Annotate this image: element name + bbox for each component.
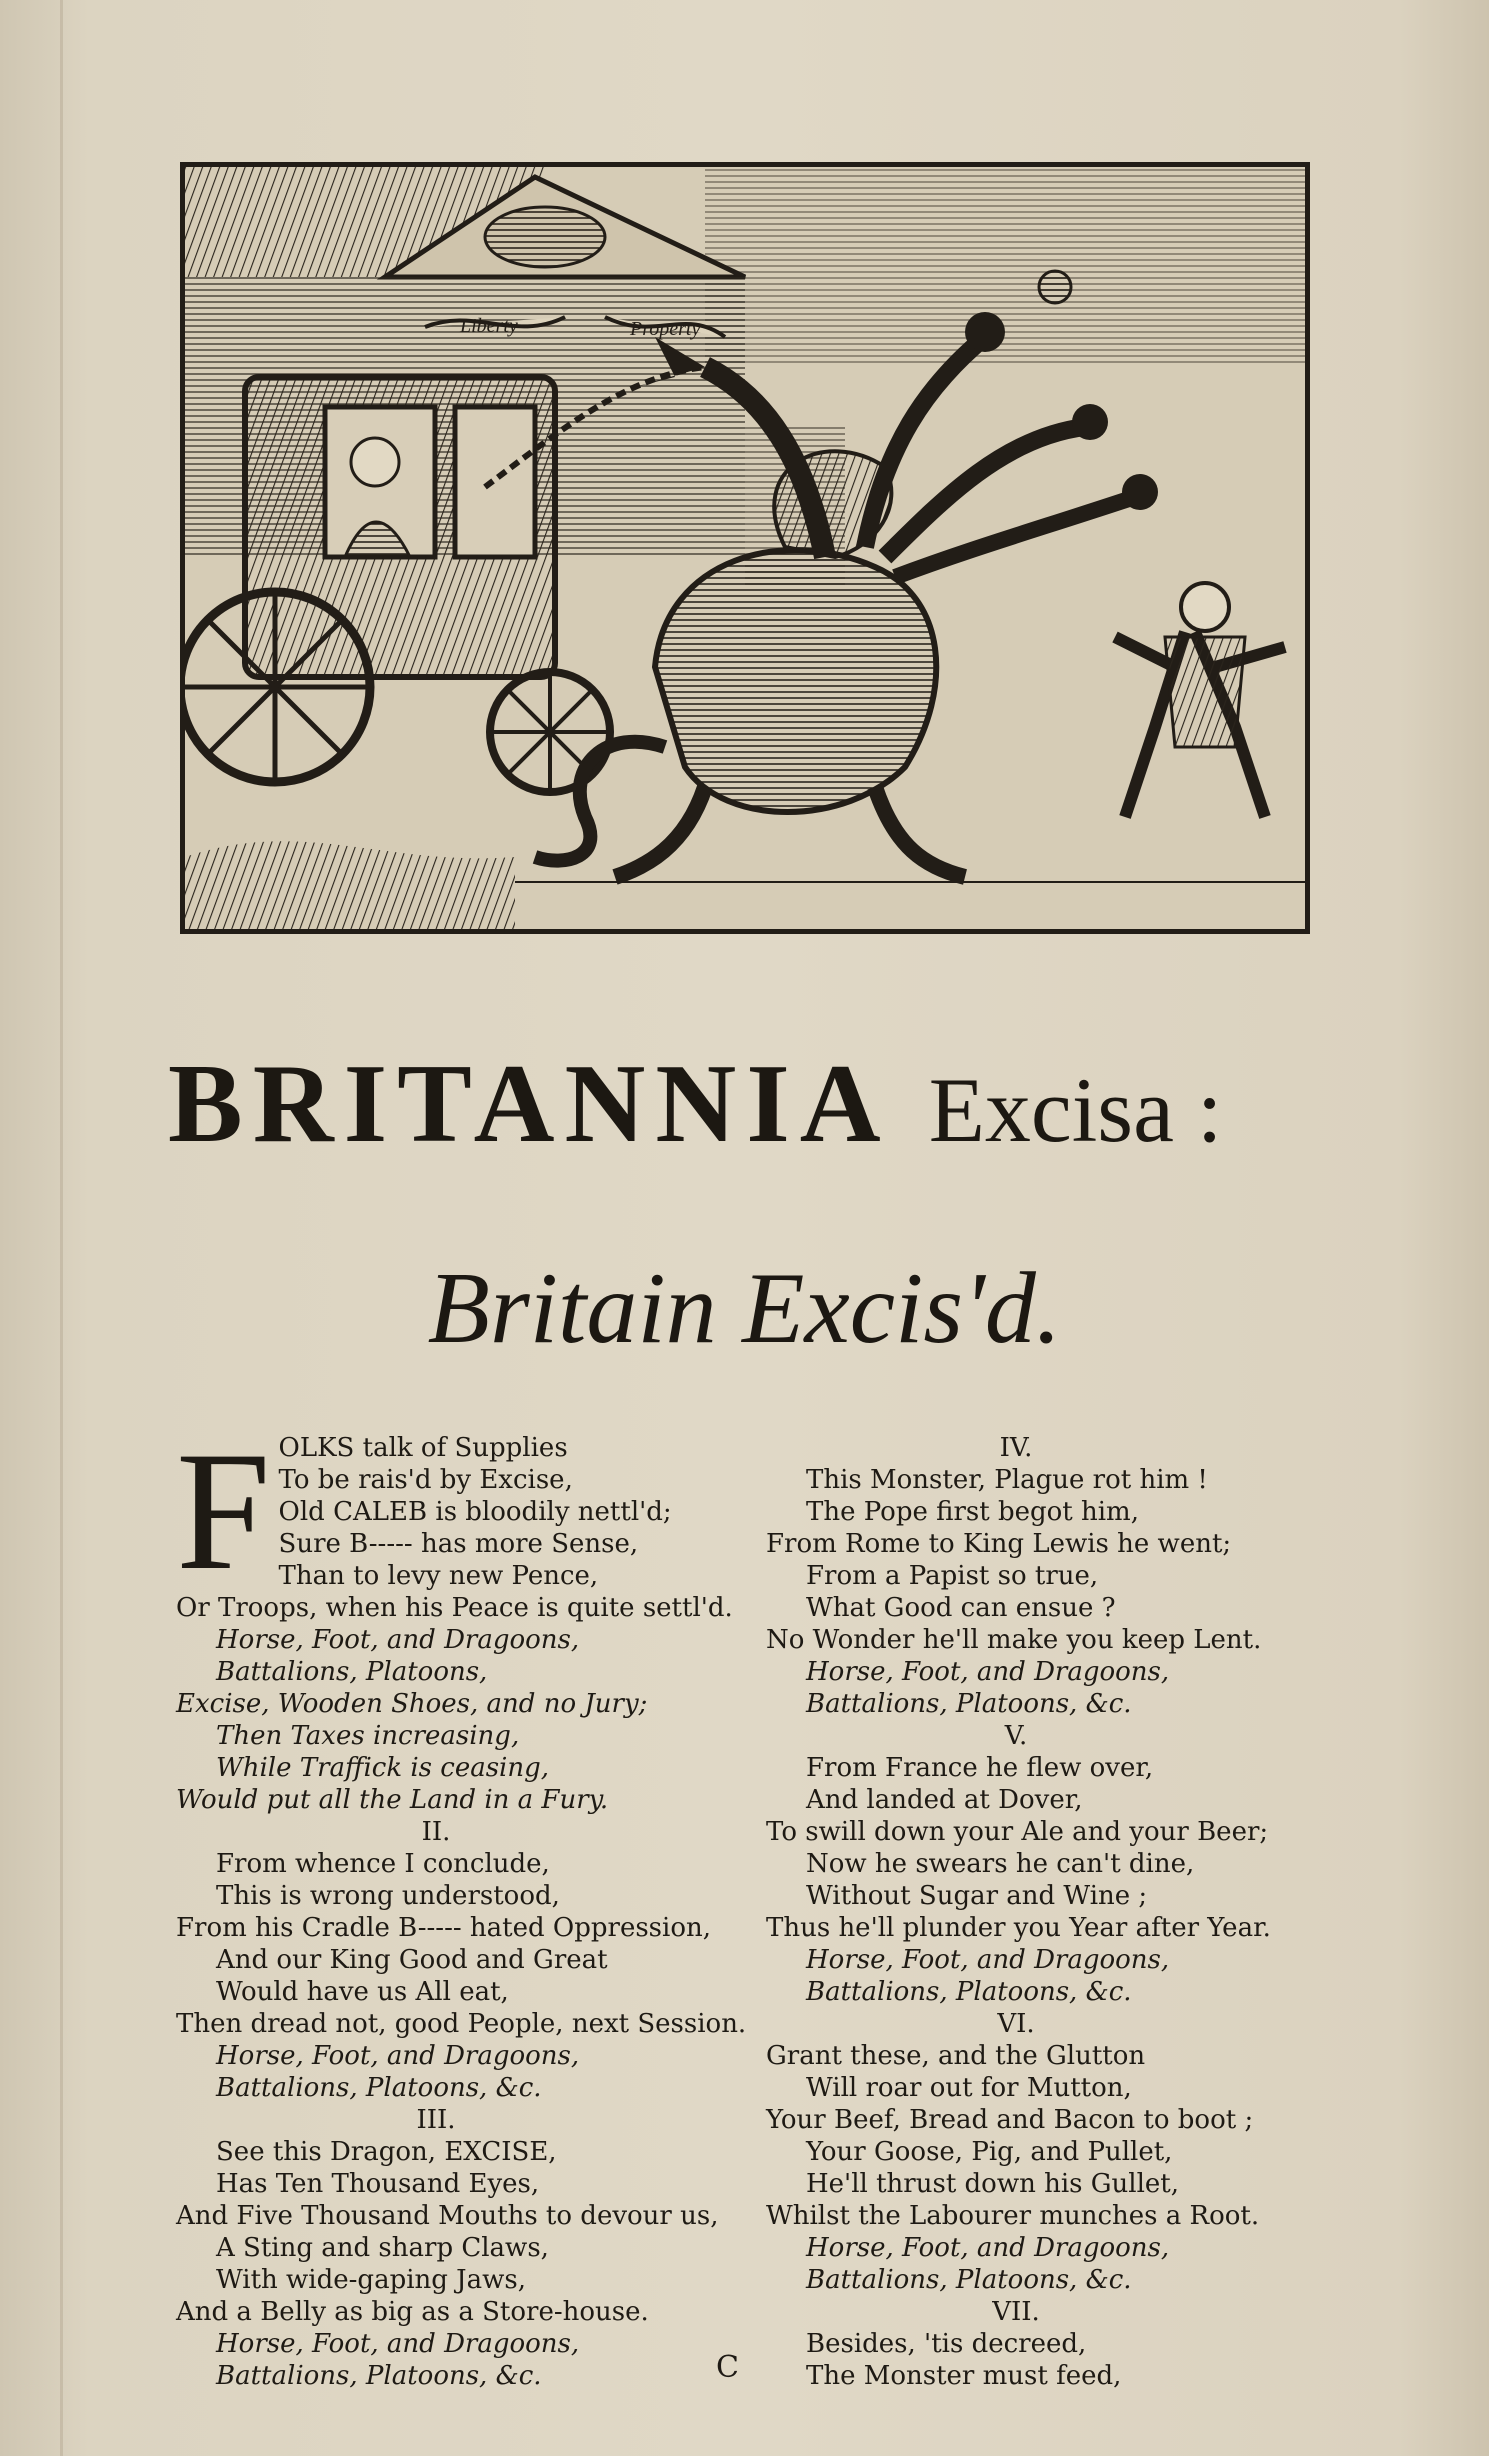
verse-line: Horse, Foot, and Dragoons, — [216, 1625, 580, 1655]
verse-line: Horse, Foot, and Dragoons, — [216, 2329, 580, 2359]
page-edge-shadow — [60, 0, 63, 2456]
verse-line: Then Taxes increasing, — [216, 1721, 520, 1751]
verse-line: From Rome to King Lewis he went; — [766, 1529, 1232, 1559]
verse-line: To swill down your Ale and your Beer; — [766, 1817, 1269, 1847]
verse-line: From whence I conclude, — [216, 1849, 550, 1879]
verse-line: The Pope first begot him, — [806, 1497, 1139, 1527]
verse-line: Has Ten Thousand Eyes, — [216, 2169, 540, 2199]
verse-line: Your Beef, Bread and Bacon to boot ; — [766, 2105, 1254, 2135]
verse-line: He'll thrust down his Gullet, — [806, 2169, 1180, 2199]
verse-line: Horse, Foot, and Dragoons, — [806, 2233, 1170, 2263]
banner-liberty: Liberty — [460, 315, 518, 337]
verse-line: Sure B----- has more Sense, — [278, 1529, 639, 1559]
verse-line: Old CALEB is bloodily nettl'd; — [278, 1497, 672, 1527]
verse-line: V. — [1004, 1721, 1028, 1751]
title-britannia: BRITANNIA — [168, 1042, 891, 1166]
verse-line: II. — [421, 1817, 451, 1847]
right-column — [766, 1432, 1326, 2392]
verse-line: And landed at Dover, — [806, 1785, 1083, 1815]
verse-line: Now he swears he can't dine, — [806, 1849, 1195, 1879]
page-title — [168, 1040, 1348, 1169]
left-column — [176, 1417, 756, 2392]
verse-line: Your Goose, Pig, and Pullet, — [806, 2137, 1173, 2167]
verse-line: Horse, Foot, and Dragoons, — [806, 1945, 1170, 1975]
verse-line: To be rais'd by Excise, — [278, 1465, 573, 1495]
verse-line: With wide-gaping Jaws, — [216, 2265, 526, 2295]
verse-line: Then dread not, good People, next Session. — [176, 2009, 747, 2039]
verse-line: Battalions, Platoons, — [216, 1657, 488, 1687]
verse-line: Thus he'll plunder you Year after Year. — [766, 1913, 1271, 1943]
verse-line: IV. — [999, 1433, 1033, 1463]
title-excisa: Excisa : — [928, 1059, 1223, 1161]
verse-line: Or Troops, when his Peace is quite settl'd. — [176, 1593, 733, 1623]
verse-line: III. — [416, 2105, 456, 2135]
verse-line: Horse, Foot, and Dragoons, — [216, 2041, 580, 2071]
verse-line: Horse, Foot, and Dragoons, — [806, 1657, 1170, 1687]
verse-line: And Five Thousand Mouths to devour us, — [176, 2201, 719, 2231]
verse-line: Will roar out for Mutton, — [806, 2073, 1132, 2103]
verse-line: And a Belly as big as a Store-house. — [176, 2297, 649, 2327]
banner-property: Property — [630, 318, 701, 340]
verse-line: While Traffick is ceasing, — [216, 1753, 550, 1783]
verse-line: Battalions, Platoons, &c. — [216, 2361, 542, 2391]
verse-line: See this Dragon, EXCISE, — [216, 2137, 557, 2167]
page-subtitle: Britain Excis'd. — [427, 1252, 1062, 1365]
verse-line: From his Cradle B----- hated Oppression, — [176, 1913, 711, 1943]
verse-line: Battalions, Platoons, &c. — [216, 2073, 542, 2103]
woodcut-drawing — [185, 167, 1305, 929]
verse-line: Would put all the Land in a Fury. — [176, 1785, 609, 1815]
verse-line: Battalions, Platoons, &c. — [806, 1689, 1132, 1719]
verse-line: Than to levy new Pence, — [278, 1561, 599, 1591]
signature-mark: C — [716, 2350, 739, 2385]
drop-cap: F — [176, 1417, 271, 1605]
verse-line: Whilst the Labourer munches a Root. — [766, 2201, 1260, 2231]
verse-line: This Monster, Plague rot him ! — [806, 1465, 1208, 1495]
verse-line: What Good can ensue ? — [806, 1593, 1116, 1623]
verse-line: Would have us All eat, — [216, 1977, 509, 2007]
verse-line: Grant these, and the Glutton — [766, 2041, 1146, 2071]
verse-line: Excise, Wooden Shoes, and no Jury; — [176, 1689, 648, 1719]
verse-line: The Monster must feed, — [806, 2361, 1122, 2391]
right-verse-lines — [766, 1432, 1326, 2392]
verse-line: Without Sugar and Wine ; — [806, 1881, 1148, 1911]
verse-line: VI. — [997, 2009, 1035, 2039]
woodcut-illustration — [180, 162, 1310, 934]
verse-line: VII. — [992, 2297, 1040, 2327]
verse-line: OLKS talk of Supplies — [278, 1433, 568, 1463]
verse-line: This is wrong understood, — [216, 1881, 560, 1911]
verse-line: And our King Good and Great — [216, 1945, 608, 1975]
verse-line: A Sting and sharp Claws, — [216, 2233, 549, 2263]
verse-line: From a Papist so true, — [806, 1561, 1099, 1591]
verse-line: Besides, 'tis decreed, — [806, 2329, 1087, 2359]
verse-line: From France he flew over, — [806, 1753, 1154, 1783]
verse-line: Battalions, Platoons, &c. — [806, 2265, 1132, 2295]
verse-line: Battalions, Platoons, &c. — [806, 1977, 1132, 2007]
verse-line: No Wonder he'll make you keep Lent. — [766, 1625, 1262, 1655]
